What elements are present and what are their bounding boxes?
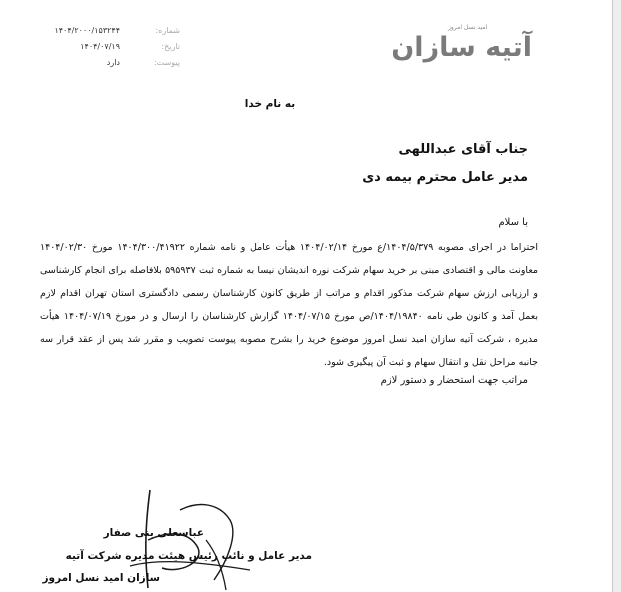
number-label: شماره: — [155, 26, 180, 35]
date-label: تاریخ: — [161, 42, 180, 51]
logo-tagline: امید نسل امروز — [448, 24, 488, 31]
number-value: ۱۴۰۴/۲۰۰۰/۱۵۳۲۴۴ — [54, 26, 120, 35]
meta-date-row — [40, 42, 180, 58]
attachment-value: دارد — [106, 58, 120, 67]
closing-text: مراتب جهت استحضار و دستور لازم — [380, 375, 528, 386]
recipient-name: جناب آقای عبداللهی — [398, 142, 528, 157]
recipient-position: مدیر عامل محترم بیمه دی — [362, 170, 528, 185]
greeting-text: با سلام — [498, 217, 528, 228]
page-edge — [612, 0, 621, 592]
signer-company: سازان امید نسل امروز — [42, 572, 160, 584]
letter-body: احتراما در اجرای مصوبه ۱۴۰۴/۵/۳۷۹/ع مورخ ۱۴۰۴/۰۲/۱۴ هیأت عامل و نامه شماره ۱۴۰۴/۳۰۰/۴۱۹۲۲ مورخ ۱۴۰۴/۰۲/۳۰ معاونت مالی و اقتصادی مبنی بر خرید سهام شرکت نوره اندیشان نیسا به شماره ثبت ۵۹۵۹۳۷ بلافاصله برای انجام کارشناسی و ارزیابی ارزش سهام شرکت مذکور اقدام و مراتب از طریق کانون کارشناسان رسمی دادگستری استان تهران اقدام لازم بعمل آمد و کانون طی نامه ۱۴۰۴/۱۹۸۴۰/ص مورخ ۱۴۰۴/۰۷/۱۵ گزارش کارشناسان را ارسال و در مورخ ۱۴۰۴/۰۷/۱۹ هیأت مدیره ، شرکت آتیه سازان امید نسل امروز موضوع خرید را بشرح مصوبه پیوست تصویب و مقرر شد پس از عقد قرار سه جانبه مراحل نقل و انتقال سهام و ثبت آن پیگیری شود. — [40, 242, 539, 368]
attachment-label: پیوست: — [153, 58, 180, 67]
company-logo — [391, 18, 540, 68]
logo-name: آتیه سازان — [391, 32, 532, 63]
date-value: ۱۴۰۴/۰۷/۱۹ — [80, 42, 120, 51]
signer-name: عباسعلی بنی صفار — [103, 527, 204, 539]
basmala-heading: به نام خدا — [244, 98, 296, 110]
meta-attachment-row — [40, 58, 180, 74]
meta-number-row — [40, 26, 180, 42]
signer-title: مدیر عامل و نائب رئیس هیئت مدیره شرکت آتیه — [65, 550, 312, 562]
letter-meta — [40, 26, 180, 74]
